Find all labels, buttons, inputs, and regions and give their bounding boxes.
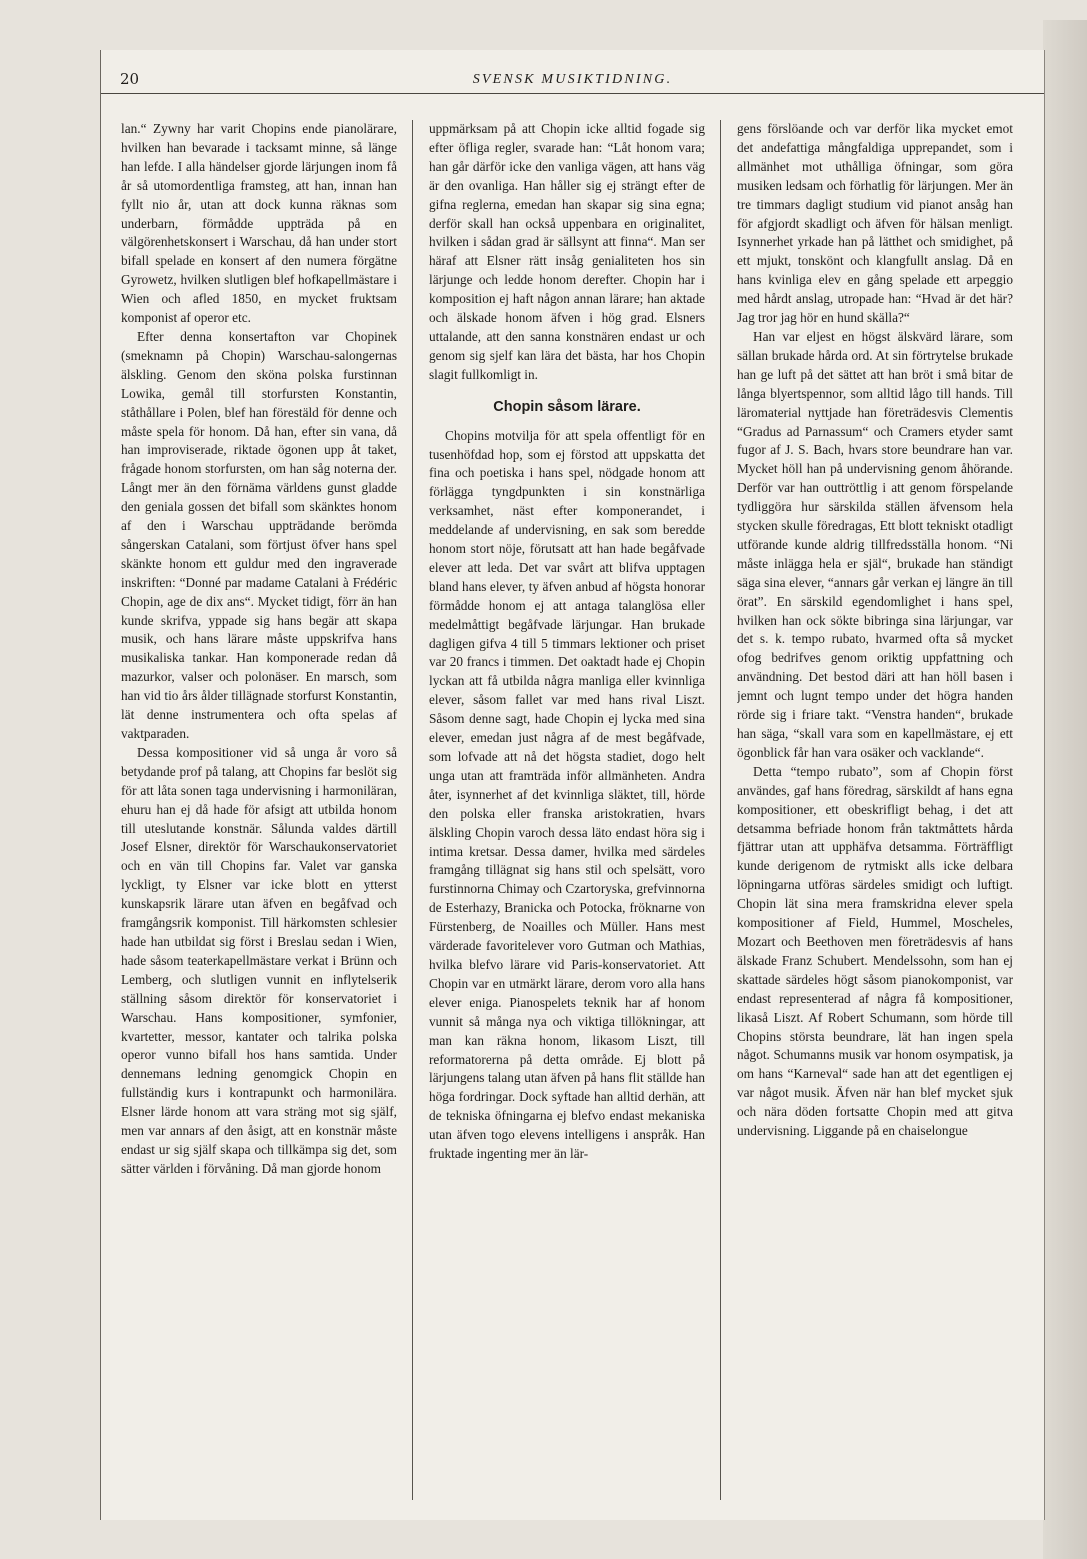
col1-paragraph-3: Dessa kompositioner vid så unga år voro så betydande prof på talang, att Chopins far beslöt sig för att låta sonen taga undervisning i harmonilärаn, ehuru han ej då hade för afsigt att utbilda honom till uteslutande konstnär. Sålunda valdes därtill Josef Elsner, direktör för Warschaukonservatoriet och en vän till Chopins far. Valet var ganska lyckligt, ty Elsner var icke blott en ytterst kunskapsrik lärare utan äfven en begåfvad och framgångsrik komponist. Till härkomsten schlesier hade han utbildat sig först i Breslau sedan i Wien, hade såsom teaterkapellmästare verkat i Brünn och Lemberg, och slutligen vunnit en inflytelserik ställning såsom direktör för konservatoriet i Warschau. Hans kompositioner, symfonier, kvartetter, messor, kantater och talrika polska operor vunno bifall hos hans samtida. Under dennemans ledning genomgick Chopin en fullständig kurs i kontrapunkt och harmonilära. Elsner lärde honom att vara sträng mot sig själf, men var annars af den åsigt, att en konstnär måste endast ur sig själf skapa och tillkämpa sig det, som sätter världen i förvåning. Då man gjorde honom [121,744,397,1176]
column-3 [737,120,1013,1510]
column-divider-1 [412,120,413,1500]
column-divider-2 [720,120,721,1500]
running-title: SVENSK MUSIKTIDNING. [472,72,673,87]
col3-paragraph-2: Han var eljest en högst älskvärd lärare, som sällan brukade hårda ord. At sin förtrytelse brukade han ge luft på det sättet att han bröt i små bitar de långa blyertspennor, som alltid lågo till hands. Till läromaterial nyttjade han företrädesvis Clementis “Gradus ad Parnassum“ och Cramers etyder samt fugor af J. S. Bach, hvars store beundrare han var. Mycket höll han på undervisning genom åhörande. Derför var han outtröttlig i att genom förspelande tydliggöra hur särskilda ställen äfvensom hela stycken skulle föredragas, Ett blott tekniskt otadligt utförande kunde aldrig tillfredsställa honom. “Ni måste inlägga hela er själ“, brukade han ständigt säga sina elever, “annars går verkan ej längre än till örat”. En särskild egendomlighet i hans spel, hvilken han ock sökte bibringa sina lärjungar, var det s. k. tempo rubato, hvarmed ofta så mycket ofog bedrifves genom oriktig uppfattning och användning. Det bestod däri att han höll basen i jemnt och lugnt tempo under det högra handen rörde sig i friare takt. “Venstra handen“, brukade han säga, “skall vara som en kapellmästare, ej ett ögonblick får han vara osäker och vacklande“. [737,328,1013,760]
column-1 [121,120,397,1510]
col3-paragraph-3: Detta “tempo rubato”, som af Chopin först användes, gaf hans föredrag, särskildt af hans egna kompositioner, ett obeskrifligt behag, i det att detsamma befriade honom från taktmåttets hårda fjättrar utan att upphäfva detsamma. Förträffligt kunde derigenom de rytmiskt alls icke delbara löpningarna utföras särdeles smidigt och luftigt. Chopin lät sina mera framskridna elever spela kompositioner af Field, Hummel, Moscheles, Mozart och Beethoven men företrädesvis af hans älskade Franz Schubert. Mendelssohn, som han ej skattade särdeles högt såsom pianokomponist, var endast representerad af några få kompositioner, likaså Liszt. Af Robert Schumann, som hörde till Chopins största beundrare, lät han ingen spela något. Schumanns musik var honom osympatisk, ja om hans “Karneval“ sade han att det egentligen ej var något musik. Äfven när han blef mycket sjuk och nära döden fortsatte Chopin med att gitva undervisning. Liggande på en chaiselongue [737,763,1013,1139]
col3-paragraph-1: gens förslöande och var derför lika mycket emot det andefattiga mångfaldiga upprepandet, som i allmänhet mot uthålliga öfningar, som göra musiken ledsam och förhatlig för lärjungen. Mer än tre timmars dagligt studium vid pianot ansåg han för afgjordt skadligt och äfven för hälsan menligt. Isynnerhet yrkade han på lätthet och smidighet, på ett mjukt, tonskönt och klangfullt anslag. Då en hans kvinliga elev en gång spelade ett arpeggio med hårdt anslag, utropade han: “Hvad är det här? Jag tror jag hör en hund skälla?“ [737,121,1013,326]
newspaper-page [100,50,1045,1520]
col1-paragraph-1: lan.“ Zywny har varit Chopins ende pianolärare, hvilken han bevarade i tacksamt minne, så länge han lefde. I alla händelser gjorde lärjungen inom få år så utomordentliga framsteg, att han, innan han fyllt nio år, utan att dock kunna räknas som underbarn, förmådde uppträda på en välgörenhetskonsert i Warschau, då han under stort bifall spelade en konsert af den numera förgätne Gyrowetz, hvilken slutligen blef hofkapellmästare i Wien och afled 1850, en mycket fruktsam komponist af operor etc. [121,121,397,326]
col2-paragraph-1: uppmärksam på att Chopin icke alltid fogade sig efter öfliga regler, svarade han: “Låt honom vara; han går därför icke den vanliga vägen, att hans väg är den ovanliga. Han håller sig ej strängt efter de gifna reglerna, emedan han skapar sig sina egna; derför skall han också uppenbara en originalitet, hvilken i sådan grad är sällsynt att finna“. Man ser häraf att Elsner rätt insåg genialiteten hos sin lärjunge och ledde honom derefter. Chopin har i komposition ej haft någon annan lärare; han aktade och älskade honom äfven i hög grad. Elsners uttalande, att den sanna konstnären endast ur och genom sig sjelf kan lära det bästa, har hos Chopin slagit fullkomligt in. [429,121,705,382]
header-rule [101,93,1044,94]
page-header [101,50,1044,102]
page-edge [1043,20,1087,1559]
col1-paragraph-2: Efter denna konsertafton var Chopinek (smeknamn på Chopin) Warschau-salongernas älskling. Genom den sköna polska furstinnan Lowika, gemål till storfursten Konstantin, ståthållare i Polen, blef han förestäld för denne och måste spela för honom. Då han, efter sin vana, då han improviserade, riktade ögonen upp åt taket, frågade honom storfursten, om han såg noterna der. Långt mer än den förnäma världens gunst gladde den geniala gossen det bifall som skänktes honom af den i Warschau uppträdande berömda sångerskan Catalani, som förtjust öfver hans spel skänkte honom ett guldur med den ingraverade inskriften: “Donné par madame Catalani à Frédéric Chopin, age de dix ans“. Mycket tidigt, förr än han kunde skrifva, yppade sig hans begär att skapa musik, och hans lärare måste uppskrifva hans musikaliska tankar. Han komponerade redan då mazurkor, valser och polonäser. En marsch, som han vid tio års ålder tillägnade storfurst Konstantin, lät denne instrumentera och ofta spelas af vaktparaden. [121,328,397,741]
section-heading: Chopin såsom lärare. [493,398,641,415]
page-number: 20 [120,70,140,88]
column-2 [429,120,705,1510]
col2-paragraph-2: Chopins motvilja för att spela offentligt för en tusenhöfdad hop, som ej förstod att uppskatta det fina och poetiska i hans spel, nödgade honom att förlägga tyngdpunkten i sin konstnärliga verksamhet, näst efter komponerandet, i meddelande af undervisning, en sak som beredde honom stort nöje, förutsatt att han hade begåfvade elever att leda. Det var svårt att blifva upptagen bland hans elever, ty äfven anbud af högsta honorar förmådde honom ej att antaga talanglösa eller medelmåttigt begåfvade lärjungar. Han brukade dagligen gifva 4 till 5 timmars lektioner och priset var 20 francs i timmen. Det oaktadt hade ej Chopin lyckan att få utbilda några manliga eller kvinnliga elever, såsom fallet var med hans rival Liszt. Såsom denne sagt, hade Chopin ej lycka med sina elever, emedan just några af de mest begåfvade, som lofvade att nå det högsta stadiet, dogo helt unga utan att framträda inför allmänheten. Andra åter, isynnerhet af det kvinnliga släktet, till, hörde den polska eller franska aristokratien, hvars älskling Chopin varoch dessa läto endast höra sig i intima kretsar. Dessa damer, hvilka med särdeles framgång tillägnat sig hans stil och spelsätt, voro furstinnorna Chimay och Czartoryska, grefvinnorna de Esterhazy, Branicka och Potocka, fröknarne von Fürstenberg, de Noailles och Müller. Hans mest värderade favoritelever voro Gutman och Mathias, hvilka blefvo lärare vid Paris-konservatoriet. Att Chopin var en utmärkt lärare, derom voro alla hans elever eniga. Pianospelets teknik har af honom vunnit så många nya och viktiga tillökningar, att man kan räkna honom, likasom Liszt, till reformatorerna på detta område. Ej blott på lärjungens talang utan äfven på hans flit ställde han höga fordringar. Dock syftade han alltid derhän, att de tekniska öfningarna ej blefvo endast mekaniska utan äfven togo elevens intelligens i anspråk. Han fruktade ingenting mer än lär- [429,427,705,1162]
